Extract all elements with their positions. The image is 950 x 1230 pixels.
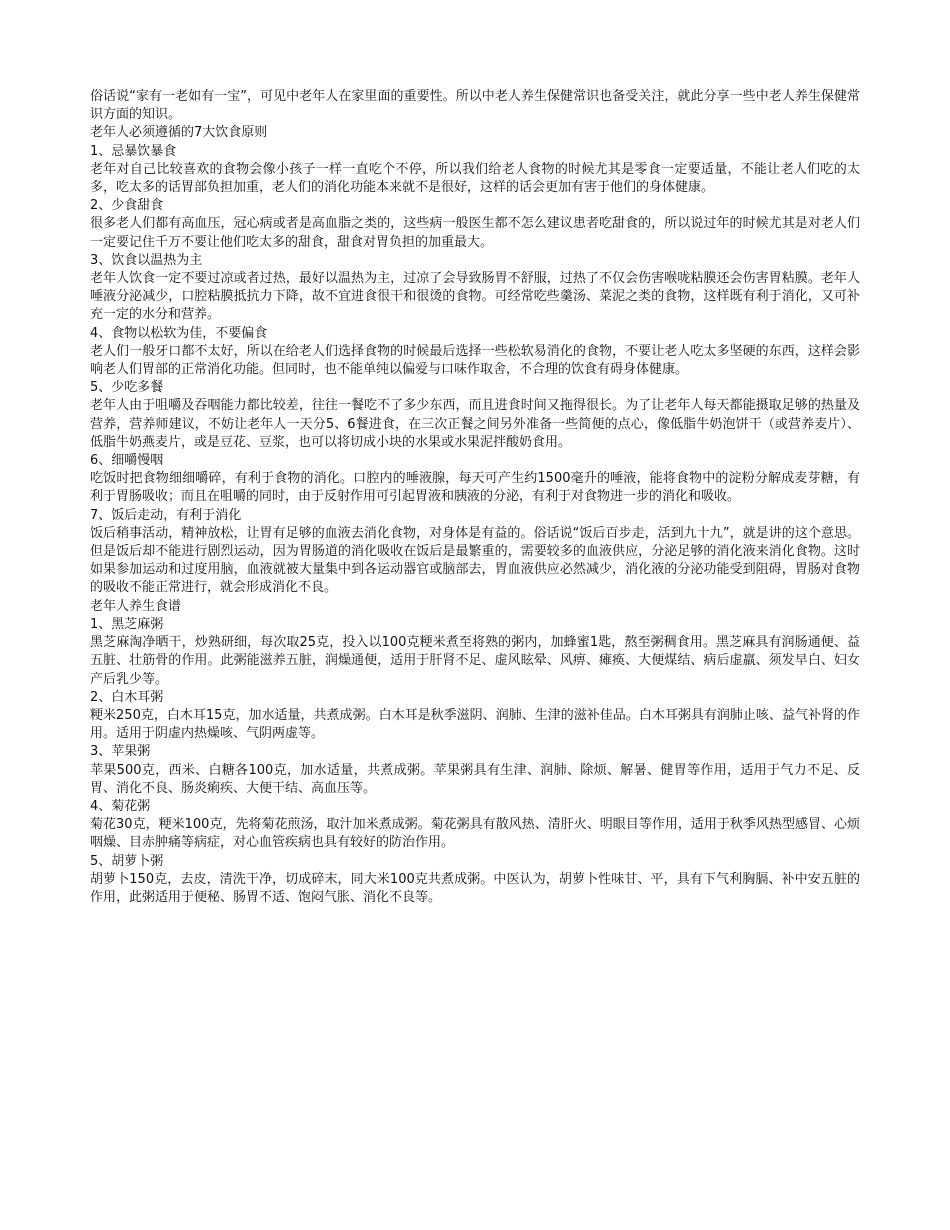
recipe-heading: 4、菊花粥 [90,798,151,814]
recipe-body: 苹果500克，西米、白糖各100克，加水适量，共煮成粥。苹果粥具有生津、润肺、除烦、解暑、健胃等作用，适用于气力不足、反胃、消化不良、肠炎痢疾、大便干结、高血压等。 [90,762,860,796]
recipe-heading: 3、苹果粥 [90,744,151,760]
recipe-heading: 5、胡萝卜粥 [90,853,164,869]
principle-heading: 3、饮食以温热为主 [90,252,203,268]
principle-body: 老年人饮食一定不要过凉或者过热，最好以温热为主，过凉了会导致肠胃不舒服，过热了不仅会伤害喉咙粘膜还会伤害胃粘膜。老年人唾液分泌减少，口腔粘膜抵抗力下降，故不宜进食很干和很烫的食物。可经常吃些羹汤、菜泥之类的食物，这样既有利于消化，又可补充一定的水分和营养。 [90,271,860,323]
principle-heading: 1、忌暴饮暴食 [90,143,177,159]
principle-heading: 5、少吃多餐 [90,380,164,396]
principle-body: 老年对自己比较喜欢的食物会像小孩子一样一直吃个不停，所以我们给老人食物的时候尤其是零食一定要适量，不能让老人们吃的太多，吃太多的话胃部负担加重，老人们的消化功能本来就不是很好，这样的话会更加有害于他们的身体健康。 [90,161,860,196]
principle-heading: 6、细嚼慢咽 [90,453,164,469]
intro-paragraph: 俗话说“家有一老如有一宝”，可见中老年人在家里面的重要性。所以中老人养生保健常识也备受关注，就此分享一些中老人养生保健常识方面的知识。 [90,89,860,123]
principle-heading: 4、食物以松软为佳，不要偏食 [90,325,268,341]
principle-body: 吃饭时把食物细细嚼碎，有利于食物的消化。口腔内的唾液腺，每天可产生约1500毫升的唾液，能将食物中的淀粉分解成麦芽糖，有利于胃肠吸收；而且在咀嚼的同时，由于反射作用可引起胃液和胰液的分泌，有利于对食物进一步的消化和吸收。 [90,471,860,505]
principle-body: 很多老人们都有高血压，冠心病或者是高血脂之类的，这些病一般医生都不怎么建议患者吃甜食的，所以说过年的时候尤其是对老人们一定要记住千万不要让他们吃太多的甜食，甜食对胃负担的加重最大。 [90,216,860,250]
principle-body: 老年人由于咀嚼及吞咽能力都比较差，往往一餐吃不了多少东西，而且进食时间又拖得很长。为了让老年人每天都能摄取足够的热量及营养，营养师建议，不妨让老年人一天分5、6餐进食，在三次正餐之间另外准备一些简便的点心，像低脂牛奶泡饼干（或营养麦片）、低脂牛奶燕麦片，或是豆花、豆浆，也可以将切成小块的水果或水果泥拌酸奶食用。 [90,398,860,450]
recipe-body: 胡萝卜150克，去皮，清洗干净，切成碎末，同大米100克共煮成粥。中医认为，胡萝卜性味甘、平，具有下气利胸膈、补中安五脏的作用，此粥适用于便秘、肠胃不适、饱闷气胀、消化不良等。 [90,871,860,905]
section-title-diet-principles: 老年人必须遵循的7大饮食原则 [90,125,268,141]
recipe-heading: 2、白木耳粥 [90,689,164,705]
section-title-recipes: 老年人养生食谱 [90,598,182,614]
principle-body: 饭后稍事活动，精神放松，让胃有足够的血液去消化食物，对身体是有益的。俗话说“饭后百步走，活到九十九”，就是讲的这个意思。但是饭后却不能进行剧烈运动，因为胃肠道的消化吸收在饭后是最繁重的，需要较多的血液供应，分泌足够的消化液来消化食物。这时如果参加运动和过度用脑，血液就被大量集中到各运动器官或脑部去，胃血液供应必然减少，消化液的分泌功能受到阻碍，胃肠对食物的吸收不能正常进行，就会形成消化不良。 [90,525,860,596]
recipe-body: 菊花30克，粳米100克，先将菊花煎汤，取汁加米煮成粥。菊花粥具有散风热、清肝火、明眼目等作用，适用于秋季风热型感冒、心烦咽燥、目赤肿痛等病症，对心血管疾病也具有较好的防治作用。 [90,817,860,851]
principle-heading: 2、少食甜食 [90,198,164,214]
principle-heading: 7、饭后走动，有利于消化 [90,507,242,523]
document-page [90,88,860,907]
recipe-heading: 1、黑芝麻粥 [90,616,164,632]
recipe-body: 粳米250克，白木耳15克，加水适量，共煮成粥。白木耳是秋季滋阴、润肺、生津的滋补佳品。白木耳粥具有润肺止咳、益气补肾的作用。适用于阴虚内热燥咳、气阴两虚等。 [90,707,860,742]
principle-body: 老人们一般牙口都不太好，所以在给老人们选择食物的时候最后选择一些松软易消化的食物，不要让老人吃太多坚硬的东西，这样会影响老人们胃部的正常消化功能。但同时，也不能单纯以偏爱与口味作取舍，不合理的饮食有碍身体健康。 [90,343,860,378]
recipe-body: 黑芝麻淘净晒干，炒熟研细，每次取25克，投入以100克粳米煮至将熟的粥内，加蜂蜜1匙，熬至粥稠食用。黑芝麻具有润肠通便、益五脏、壮筋骨的作用。此粥能滋养五脏，润燥通便，适用于肝肾不足、虚风眩晕、风痹、瘫痪、大便煤结、病后虚羸、须发早白、妇女产后乳少等。 [90,635,860,687]
